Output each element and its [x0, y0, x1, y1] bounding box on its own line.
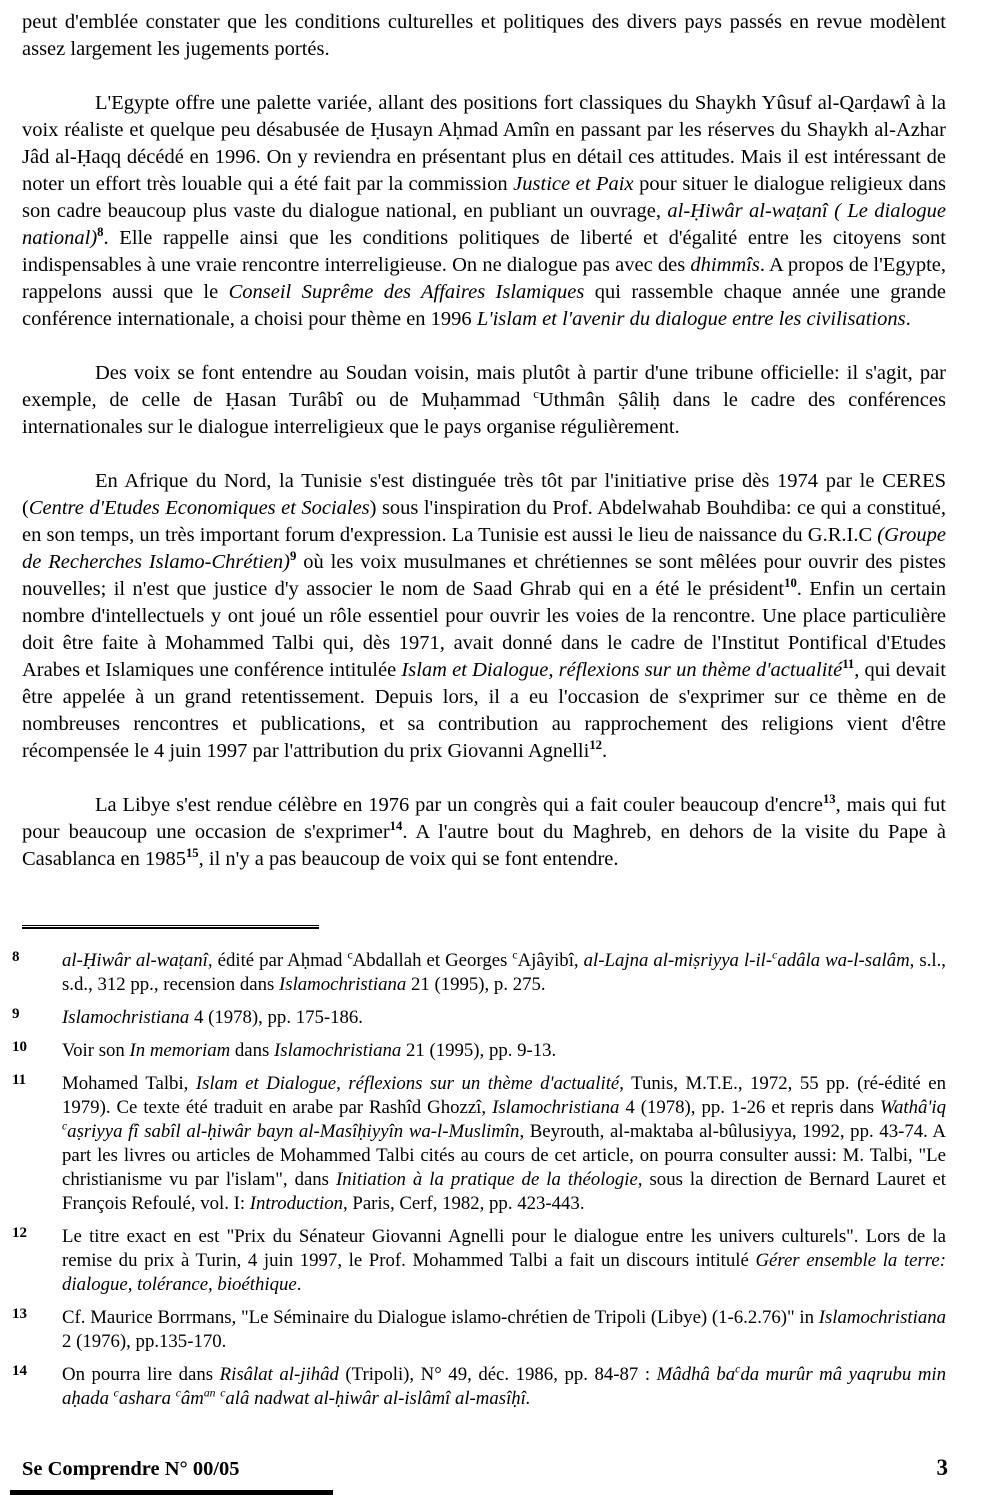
paragraph — [22, 360, 946, 441]
text-run: La Libye s'est rendue célèbre en 1976 par un congrès qui a fait couler beaucoup d'encre — [95, 794, 823, 816]
text-run: Uthmân Ṣâliḥ dans le cadre des conférences internationales sur le dialogue interreligieux que le pays organise régulièrement. — [22, 389, 946, 438]
text-run: . — [296, 1274, 302, 1295]
text-run: , Beyrouth, al-maktaba al-bûlusiyya, 1992, pp. 43-74. A part les livres ou articles de Mohammed Talbi cités au cours de cet article, on pourra consulter aussi: M. Talbi, "Le christianisme vu par l'islam", dans — [62, 1121, 946, 1190]
text-run: ashara — [118, 1388, 176, 1409]
footer-journal-title: Se Comprendre N° 00/05 — [22, 1458, 240, 1480]
text-run: . Elle rappelle ainsi que les conditions politiques de liberté et d'égalité entre les citoyens sont indispensables à une vraie rencontre interreligieuse. On ne dialogue pas avec des — [22, 227, 946, 276]
text-run: 8 — [97, 225, 104, 240]
text-run: Conseil Suprême des Affaires Islamiques — [228, 281, 585, 303]
text-run: c — [62, 1119, 68, 1133]
text-run: Ajâyibî, — [517, 950, 584, 971]
text-run: où les voix musulmanes et chrétiennes se sont mêlées pour ouvrir des pistes nouvelles; il n'est que justice d'y associer le nom de Saad Ghrab qui en a été le président — [22, 551, 946, 600]
text-run: 14 — [389, 819, 403, 834]
footnote-item — [12, 1006, 946, 1030]
text-run: 10 — [784, 576, 797, 591]
text-run: c — [347, 948, 353, 962]
footnote-item — [12, 949, 946, 997]
text-run: Islam et Dialogue, réflexions sur un thème d'actualité — [401, 659, 843, 681]
footnote-marker: 9 — [12, 1006, 20, 1022]
text-run: (Tripoli), N° 49, déc. 1986, pp. 84-87 : — [338, 1364, 657, 1385]
text-run: . — [905, 308, 911, 330]
text-run: dhimmîs — [690, 254, 760, 276]
text-run: ) sous l'inspiration du Prof. Abdelwahab Bouhdiba: ce qui a constitué, en son temps, un très important forum d'expression. La Tunisie est aussi le lieu de naissance du G.R.I.C — [22, 497, 946, 546]
text-run: an — [203, 1386, 216, 1400]
footnote-marker: 11 — [12, 1072, 27, 1088]
text-run: 12 — [589, 738, 603, 753]
text-run: qui rassemble chaque année une grande conférence internationale, a choisi pour thème en 1996 — [22, 281, 946, 330]
page-footer — [22, 1455, 948, 1481]
footnote-marker: 13 — [12, 1306, 27, 1322]
footnote-item — [12, 1039, 946, 1063]
text-run: 2 (1976), pp.135-170. — [62, 1331, 227, 1352]
text-run: , Paris, Cerf, 1982, pp. 423-443. — [342, 1193, 585, 1214]
text-run: pour situer le dialogue religieux dans son cadre beaucoup plus vaste du dialogue national, en publiant un ouvrage, — [22, 173, 946, 222]
text-run: c — [772, 948, 778, 962]
footnote-text — [62, 1039, 946, 1063]
footnote-item — [12, 1363, 946, 1411]
footnote-item — [12, 1225, 946, 1297]
text-run: Centre d'Etudes Economiques et Sociales — [28, 497, 370, 519]
text-run: Risâlat al-jihâd — [219, 1364, 339, 1385]
paragraph — [22, 9, 946, 63]
text-run: , qui devait être appelée à un grand retentissement. Depuis lors, il a eu l'occasion de s'exprimer sur ce thème en de nombreuses rencontres et publications, et sa contribution au rapprochement des religions vient d'être récompensée le 4 juin 1997 par l'attribution du prix Giovanni Agnelli — [22, 659, 947, 762]
text-run: aṣriyya fî sabîl al-ḥiwâr bayn al-Masîḥiyyîn wa-l-Muslimîn — [67, 1121, 520, 1142]
text-run: . Enfin un certain nombre d'intellectuels y ont joué un rôle essentiel pour ouvrir les voies de la rencontre. Une place particulière doit être faite à Mohammed Talbi qui, dès 1971, avait donné dans le cadre de l'Institut Pontifical d'Etudes Arabes et Islamiques une conférence intitulée — [22, 578, 947, 681]
footnote-text — [62, 1306, 946, 1354]
text-run: da murûr mâ yaqrubu min aḥada — [62, 1364, 946, 1409]
text-run: Wathâ'iq — [880, 1097, 946, 1118]
text-run: 4 (1978), pp. 175-186. — [189, 1007, 364, 1028]
text-run: , mais qui fut pour beaucoup une occasion de s'exprimer — [22, 794, 946, 843]
text-run: c — [220, 1386, 226, 1400]
text-run: Islamochristiana — [62, 1007, 190, 1028]
footer-page-number: 3 — [936, 1455, 948, 1480]
text-run: Introduction — [249, 1193, 343, 1214]
text-run: c — [533, 387, 539, 402]
text-run: 15 — [185, 846, 199, 861]
text-run: dans — [230, 1040, 275, 1061]
text-run: . A l'autre bout du Maghreb, en dehors de la visite du Pape à Casablanca en 1985 — [22, 821, 946, 870]
text-run: âm — [180, 1388, 204, 1409]
text-run: al-Lajna al-miṣriyya l-il- — [583, 950, 773, 971]
text-run: . A propos de l'Egypte, rappelons aussi que le — [22, 254, 947, 303]
text-run: c — [113, 1386, 119, 1400]
text-run: Initiation à la pratique de la théologie — [336, 1169, 638, 1190]
text-run: Le titre exact en est "Prix du Sénateur Giovanni Agnelli pour le dialogue entre les univers culturels". Lors de la remise du prix à Turin, 4 juin 1997, le Prof. Mohammed Talbi a fait un discours intitulé — [62, 1226, 946, 1271]
text-run: 11 — [842, 657, 855, 672]
text-run: Islamochristiana — [492, 1097, 620, 1118]
text-run: , sous la direction de Bernard Lauret et François Refoulé, vol. I: — [62, 1169, 946, 1214]
text-run: al-Ḥiwâr al-waṭanî ( Le dialogue national) — [22, 200, 947, 249]
text-run: L'Egypte offre une palette variée, allant des positions fort classiques du Shaykh Yûsuf al-Qarḍawî à la voix réaliste et quelque peu désabusée de Ḥusayn Aḥmad Amîn en passant par les réserves du Shaykh al-Azhar Jâd al-Ḥaqq décédé en 1996. On y reviendra en présentant plus en détail ces attitudes. Mais il est intéressant de noter un effort très louable qui a été fait par la commission — [22, 92, 946, 195]
text-run: Islamochristiana — [818, 1307, 946, 1328]
text-run: Mohamed Talbi, — [62, 1073, 196, 1094]
text-run: , s.l., s.d., 312 pp., recension dans — [62, 950, 946, 995]
paragraph — [22, 792, 946, 873]
text-run: . — [602, 740, 608, 762]
text-run: peut d'emblée constater que les conditions culturelles et politiques des divers pays passés en revue modèlent assez largement les jugements portés. — [22, 11, 946, 60]
text-run: Justice et Paix — [513, 173, 634, 195]
text-run: Voir son — [62, 1040, 130, 1061]
text-run: En Afrique du Nord, la Tunisie s'est distinguée très tôt par l'initiative prise dès 1974 par le CERES ( — [22, 470, 946, 519]
text-run: 21 (1995), pp. 9-13. — [401, 1040, 557, 1061]
text-run: , il n'y a pas beaucoup de voix qui se font entendre. — [198, 848, 619, 870]
text-run: alâ nadwat al-ḥiwâr al-islâmî al-masîḥî. — [225, 1388, 531, 1409]
footnote-item — [12, 1306, 946, 1354]
text-run: 13 — [822, 792, 836, 807]
text-run: 4 (1978), pp. 1-26 et repris dans — [619, 1097, 881, 1118]
text-run: al-Ḥiwâr al-waṭanî — [62, 950, 208, 971]
text-run: , Tunis, M.T.E., 1972, 55 pp. (ré-édité en 1979). Ce texte été traduit en arabe par Rashîd Ghozzî, — [62, 1073, 946, 1118]
text-run: c — [175, 1386, 181, 1400]
text-run: 9 — [290, 549, 297, 564]
footnote-marker: 8 — [12, 949, 20, 965]
footnote-marker: 14 — [12, 1363, 27, 1379]
footnote-text — [62, 1225, 946, 1297]
text-run: , édité par Aḥmad — [207, 950, 348, 971]
text-run: Gérer ensemble la terre: dialogue, tolérance, bioéthique — [62, 1250, 947, 1295]
text-run: In memoriam — [129, 1040, 231, 1061]
text-run: (Groupe de Recherches Islamo-Chrétien) — [22, 524, 946, 573]
paragraph — [22, 468, 946, 765]
text-run: adâla wa-l-salâm — [777, 950, 910, 971]
paragraph — [22, 90, 946, 333]
body-text — [22, 9, 946, 873]
footnotes — [12, 948, 947, 1411]
footnote-text — [62, 1072, 946, 1216]
text-run: Des voix se font entendre au Soudan voisin, mais plutôt à partir d'une tribune officielle: il s'agit, par exemple, de celle de Ḥasan Turâbî ou de Muḥammad — [22, 362, 946, 411]
footnote-separator — [22, 925, 319, 929]
footnote-text — [62, 949, 946, 997]
text-run: 21 (1995), p. 275. — [406, 974, 546, 995]
text-run: Cf. Maurice Borrmans, "Le Séminaire du Dialogue islamo-chrétien de Tripoli (Libye) (1-6.2.76)" in — [62, 1307, 819, 1328]
text-run: Mâdhâ ba — [656, 1364, 736, 1385]
text-run: c — [512, 948, 518, 962]
text-run: Islamochristiana — [279, 974, 407, 995]
text-run: On pourra lire dans — [62, 1364, 220, 1385]
text-run: Islam et Dialogue, réflexions sur un thème d'actualité — [195, 1073, 620, 1094]
text-run: c — [735, 1362, 741, 1376]
footnote-text — [62, 1363, 946, 1411]
text-run: L'islam et l'avenir du dialogue entre les civilisations — [476, 308, 906, 330]
text-run: Islamochristiana — [274, 1040, 402, 1061]
footnote-item — [12, 1072, 946, 1216]
scan-artifact-line — [10, 1490, 333, 1495]
footnote-marker: 12 — [12, 1225, 27, 1241]
text-run: Abdallah et Georges — [352, 950, 513, 971]
footnote-text — [62, 1006, 946, 1030]
footnote-marker: 10 — [12, 1039, 27, 1055]
